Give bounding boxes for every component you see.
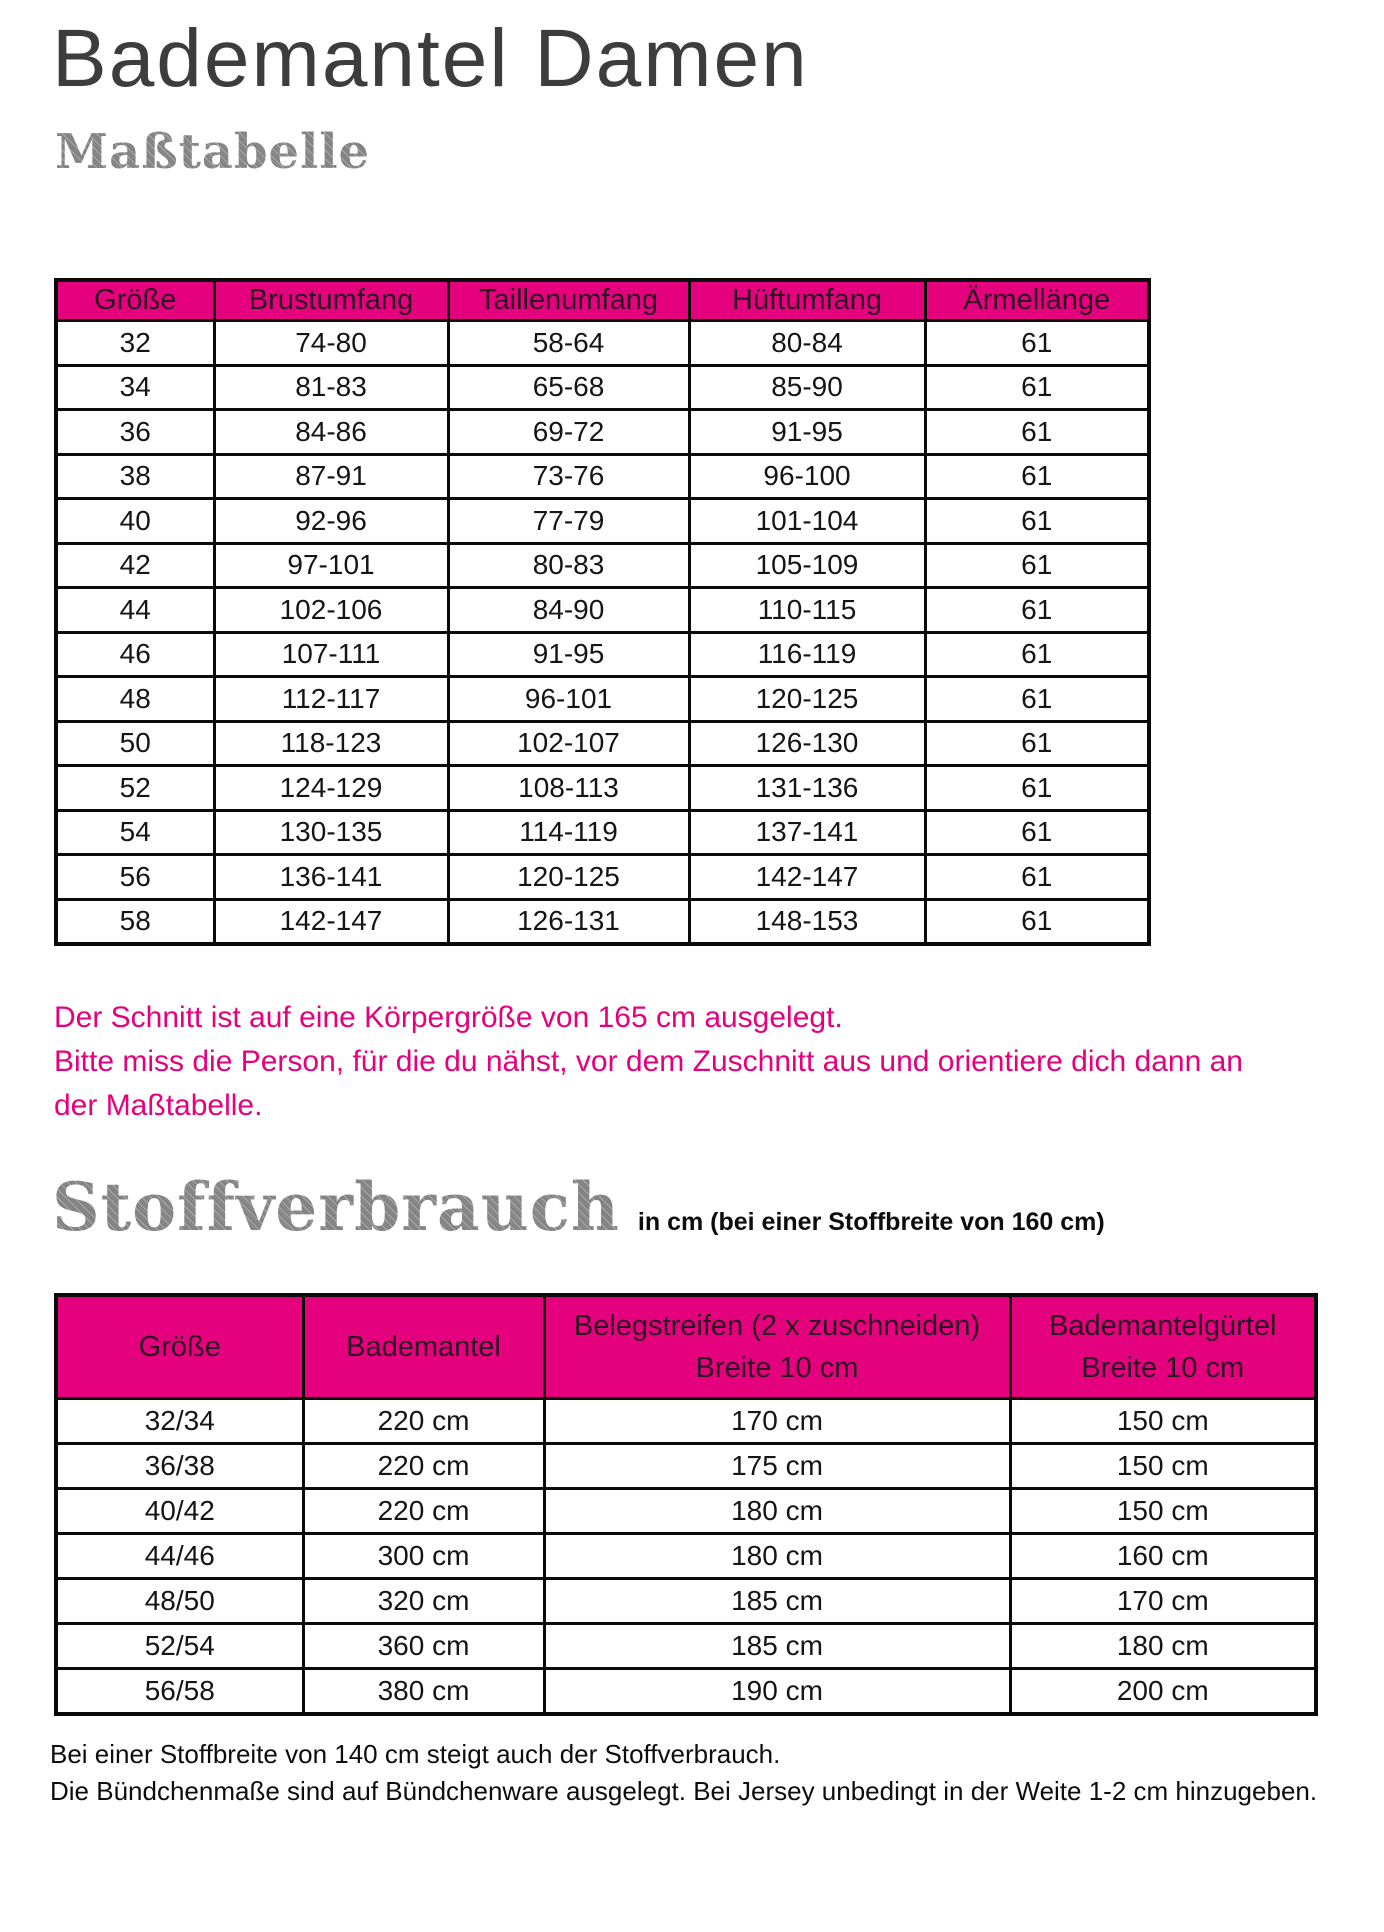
fabric-footnotes [50, 1736, 1317, 1810]
table-row [56, 1624, 1316, 1669]
table-cell: 220 cm [303, 1399, 544, 1444]
table-cell: 58 [56, 899, 214, 944]
fabric-table-header-groesse [56, 1295, 303, 1399]
table-cell: 46 [56, 632, 214, 677]
table-cell: 32 [56, 321, 214, 366]
size-note-line: Der Schnitt ist auf eine Körpergröße von 165 cm ausgelegt. [54, 1001, 843, 1034]
table-row [56, 677, 1149, 722]
table-cell: 61 [925, 543, 1149, 588]
table-cell: 44/46 [56, 1534, 303, 1579]
table-cell: 180 cm [544, 1489, 1010, 1534]
fabric-table [54, 1293, 1318, 1716]
table-cell: 61 [925, 454, 1149, 499]
table-cell: 112-117 [214, 677, 448, 722]
table-cell: 74-80 [214, 321, 448, 366]
table-cell: 40 [56, 499, 214, 544]
fabric-table-header-belegstreifen [544, 1295, 1010, 1399]
table-cell: 101-104 [689, 499, 925, 544]
table-row [56, 1444, 1316, 1489]
table-row [56, 1579, 1316, 1624]
table-cell: 137-141 [689, 810, 925, 855]
page-title: Bademantel Damen [52, 13, 809, 104]
fabric-section-subtitle: in cm (bei einer Stoffbreite von 160 cm) [637, 1208, 1105, 1236]
table-cell: 44 [56, 588, 214, 633]
fabric-section-heading: Stoffverbrauch [52, 1168, 620, 1246]
table-cell: 220 cm [303, 1444, 544, 1489]
table-cell: 170 cm [1010, 1579, 1316, 1624]
table-cell: 58-64 [448, 321, 689, 366]
table-row [56, 454, 1149, 499]
table-cell: 77-79 [448, 499, 689, 544]
table-cell: 91-95 [448, 632, 689, 677]
table-cell: 120-125 [689, 677, 925, 722]
table-cell: 150 cm [1010, 1444, 1316, 1489]
table-cell: 61 [925, 721, 1149, 766]
table-row [56, 810, 1149, 855]
size-note-line: Bitte miss die Person, für die du nähst, vor dem Zuschnitt aus und orientiere dich dann an [54, 1045, 1243, 1078]
table-cell: 96-101 [448, 677, 689, 722]
table-cell: 110-115 [689, 588, 925, 633]
size-table-header-taillenumfang: Taillenumfang [448, 280, 689, 321]
table-cell: 96-100 [689, 454, 925, 499]
table-cell: 81-83 [214, 365, 448, 410]
table-cell: 61 [925, 632, 1149, 677]
table-cell: 54 [56, 810, 214, 855]
fabric-table-header-guertel [1010, 1295, 1316, 1399]
table-cell: 175 cm [544, 1444, 1010, 1489]
table-cell: 50 [56, 721, 214, 766]
fabric-section-heading-row [52, 1168, 1105, 1246]
table-cell: 124-129 [214, 766, 448, 811]
table-cell: 48/50 [56, 1579, 303, 1624]
table-row [56, 1669, 1316, 1715]
table-cell: 38 [56, 454, 214, 499]
table-cell: 160 cm [1010, 1534, 1316, 1579]
table-row [56, 632, 1149, 677]
table-cell: 36 [56, 410, 214, 455]
table-cell: 108-113 [448, 766, 689, 811]
table-row [56, 499, 1149, 544]
table-cell: 40/42 [56, 1489, 303, 1534]
table-row [56, 410, 1149, 455]
table-row [56, 321, 1149, 366]
table-cell: 136-141 [214, 855, 448, 900]
table-cell: 185 cm [544, 1624, 1010, 1669]
table-row [56, 588, 1149, 633]
table-cell: 131-136 [689, 766, 925, 811]
table-cell: 32/34 [56, 1399, 303, 1444]
table-cell: 52/54 [56, 1624, 303, 1669]
table-cell: 360 cm [303, 1624, 544, 1669]
table-cell: 97-101 [214, 543, 448, 588]
header-line: Breite 10 cm [1081, 1352, 1245, 1384]
table-cell: 84-90 [448, 588, 689, 633]
fabric-footnote-line: Die Bündchenmaße sind auf Bündchenware ausgelegt. Bei Jersey unbedingt in der Weite 1-2 cm hinzugeben. [50, 1776, 1318, 1806]
table-cell: 220 cm [303, 1489, 544, 1534]
table-cell: 126-130 [689, 721, 925, 766]
table-cell: 87-91 [214, 454, 448, 499]
table-cell: 85-90 [689, 365, 925, 410]
header-line: Größe [138, 1331, 221, 1363]
table-cell: 84-86 [214, 410, 448, 455]
table-cell: 180 cm [544, 1534, 1010, 1579]
size-table-header-brustumfang: Brustumfang [214, 280, 448, 321]
header-line: Bademantelgürtel [1049, 1310, 1277, 1342]
table-cell: 92-96 [214, 499, 448, 544]
table-cell: 42 [56, 543, 214, 588]
table-cell: 150 cm [1010, 1489, 1316, 1534]
table-cell: 61 [925, 810, 1149, 855]
table-cell: 320 cm [303, 1579, 544, 1624]
header-line: Bademantel [346, 1331, 501, 1363]
table-cell: 65-68 [448, 365, 689, 410]
size-table [54, 278, 1151, 946]
fabric-table-header-bademantel [303, 1295, 544, 1399]
table-cell: 126-131 [448, 899, 689, 944]
fabric-footnote-line: Bei einer Stoffbreite von 140 cm steigt auch der Stoffverbrauch. [50, 1739, 781, 1769]
table-cell: 200 cm [1010, 1669, 1316, 1715]
table-row [56, 855, 1149, 900]
fabric-table-body [56, 1399, 1316, 1715]
table-cell: 80-84 [689, 321, 925, 366]
table-cell: 61 [925, 365, 1149, 410]
size-table-header-hueftumfang: Hüftumfang [689, 280, 925, 321]
table-row [56, 1534, 1316, 1579]
table-cell: 36/38 [56, 1444, 303, 1489]
table-cell: 80-83 [448, 543, 689, 588]
size-table-body [56, 321, 1149, 945]
table-cell: 61 [925, 899, 1149, 944]
table-cell: 61 [925, 321, 1149, 366]
table-row [56, 365, 1149, 410]
size-section-heading: Maßtabelle [55, 124, 371, 180]
table-cell: 69-72 [448, 410, 689, 455]
header-line: Breite 10 cm [695, 1352, 859, 1384]
table-cell: 107-111 [214, 632, 448, 677]
table-cell: 170 cm [544, 1399, 1010, 1444]
table-cell: 56/58 [56, 1669, 303, 1715]
table-cell: 300 cm [303, 1534, 544, 1579]
table-cell: 142-147 [214, 899, 448, 944]
table-cell: 61 [925, 588, 1149, 633]
table-cell: 52 [56, 766, 214, 811]
table-cell: 56 [56, 855, 214, 900]
table-cell: 48 [56, 677, 214, 722]
size-table-header-aermellaenge: Ärmellänge [925, 280, 1149, 321]
table-cell: 116-119 [689, 632, 925, 677]
header-line: Belegstreifen (2 x zuschneiden) [573, 1310, 981, 1342]
table-cell: 130-135 [214, 810, 448, 855]
size-note [54, 996, 1243, 1128]
table-row [56, 1399, 1316, 1444]
table-cell: 61 [925, 766, 1149, 811]
table-cell: 105-109 [689, 543, 925, 588]
table-cell: 142-147 [689, 855, 925, 900]
table-cell: 118-123 [214, 721, 448, 766]
table-cell: 61 [925, 677, 1149, 722]
table-cell: 91-95 [689, 410, 925, 455]
table-cell: 73-76 [448, 454, 689, 499]
size-table-header-row [56, 280, 1149, 321]
table-cell: 61 [925, 410, 1149, 455]
table-cell: 61 [925, 855, 1149, 900]
table-row [56, 1489, 1316, 1534]
table-cell: 150 cm [1010, 1399, 1316, 1444]
fabric-table-header-row [56, 1295, 1316, 1399]
table-cell: 61 [925, 499, 1149, 544]
table-cell: 114-119 [448, 810, 689, 855]
table-row [56, 543, 1149, 588]
size-note-line: der Maßtabelle. [54, 1089, 263, 1122]
table-cell: 185 cm [544, 1579, 1010, 1624]
table-row [56, 721, 1149, 766]
table-row [56, 766, 1149, 811]
size-table-header-groesse: Größe [56, 280, 214, 321]
table-cell: 380 cm [303, 1669, 544, 1715]
table-row [56, 899, 1149, 944]
table-cell: 34 [56, 365, 214, 410]
table-cell: 120-125 [448, 855, 689, 900]
table-cell: 148-153 [689, 899, 925, 944]
table-cell: 102-107 [448, 721, 689, 766]
table-cell: 102-106 [214, 588, 448, 633]
table-cell: 180 cm [1010, 1624, 1316, 1669]
table-cell: 190 cm [544, 1669, 1010, 1715]
